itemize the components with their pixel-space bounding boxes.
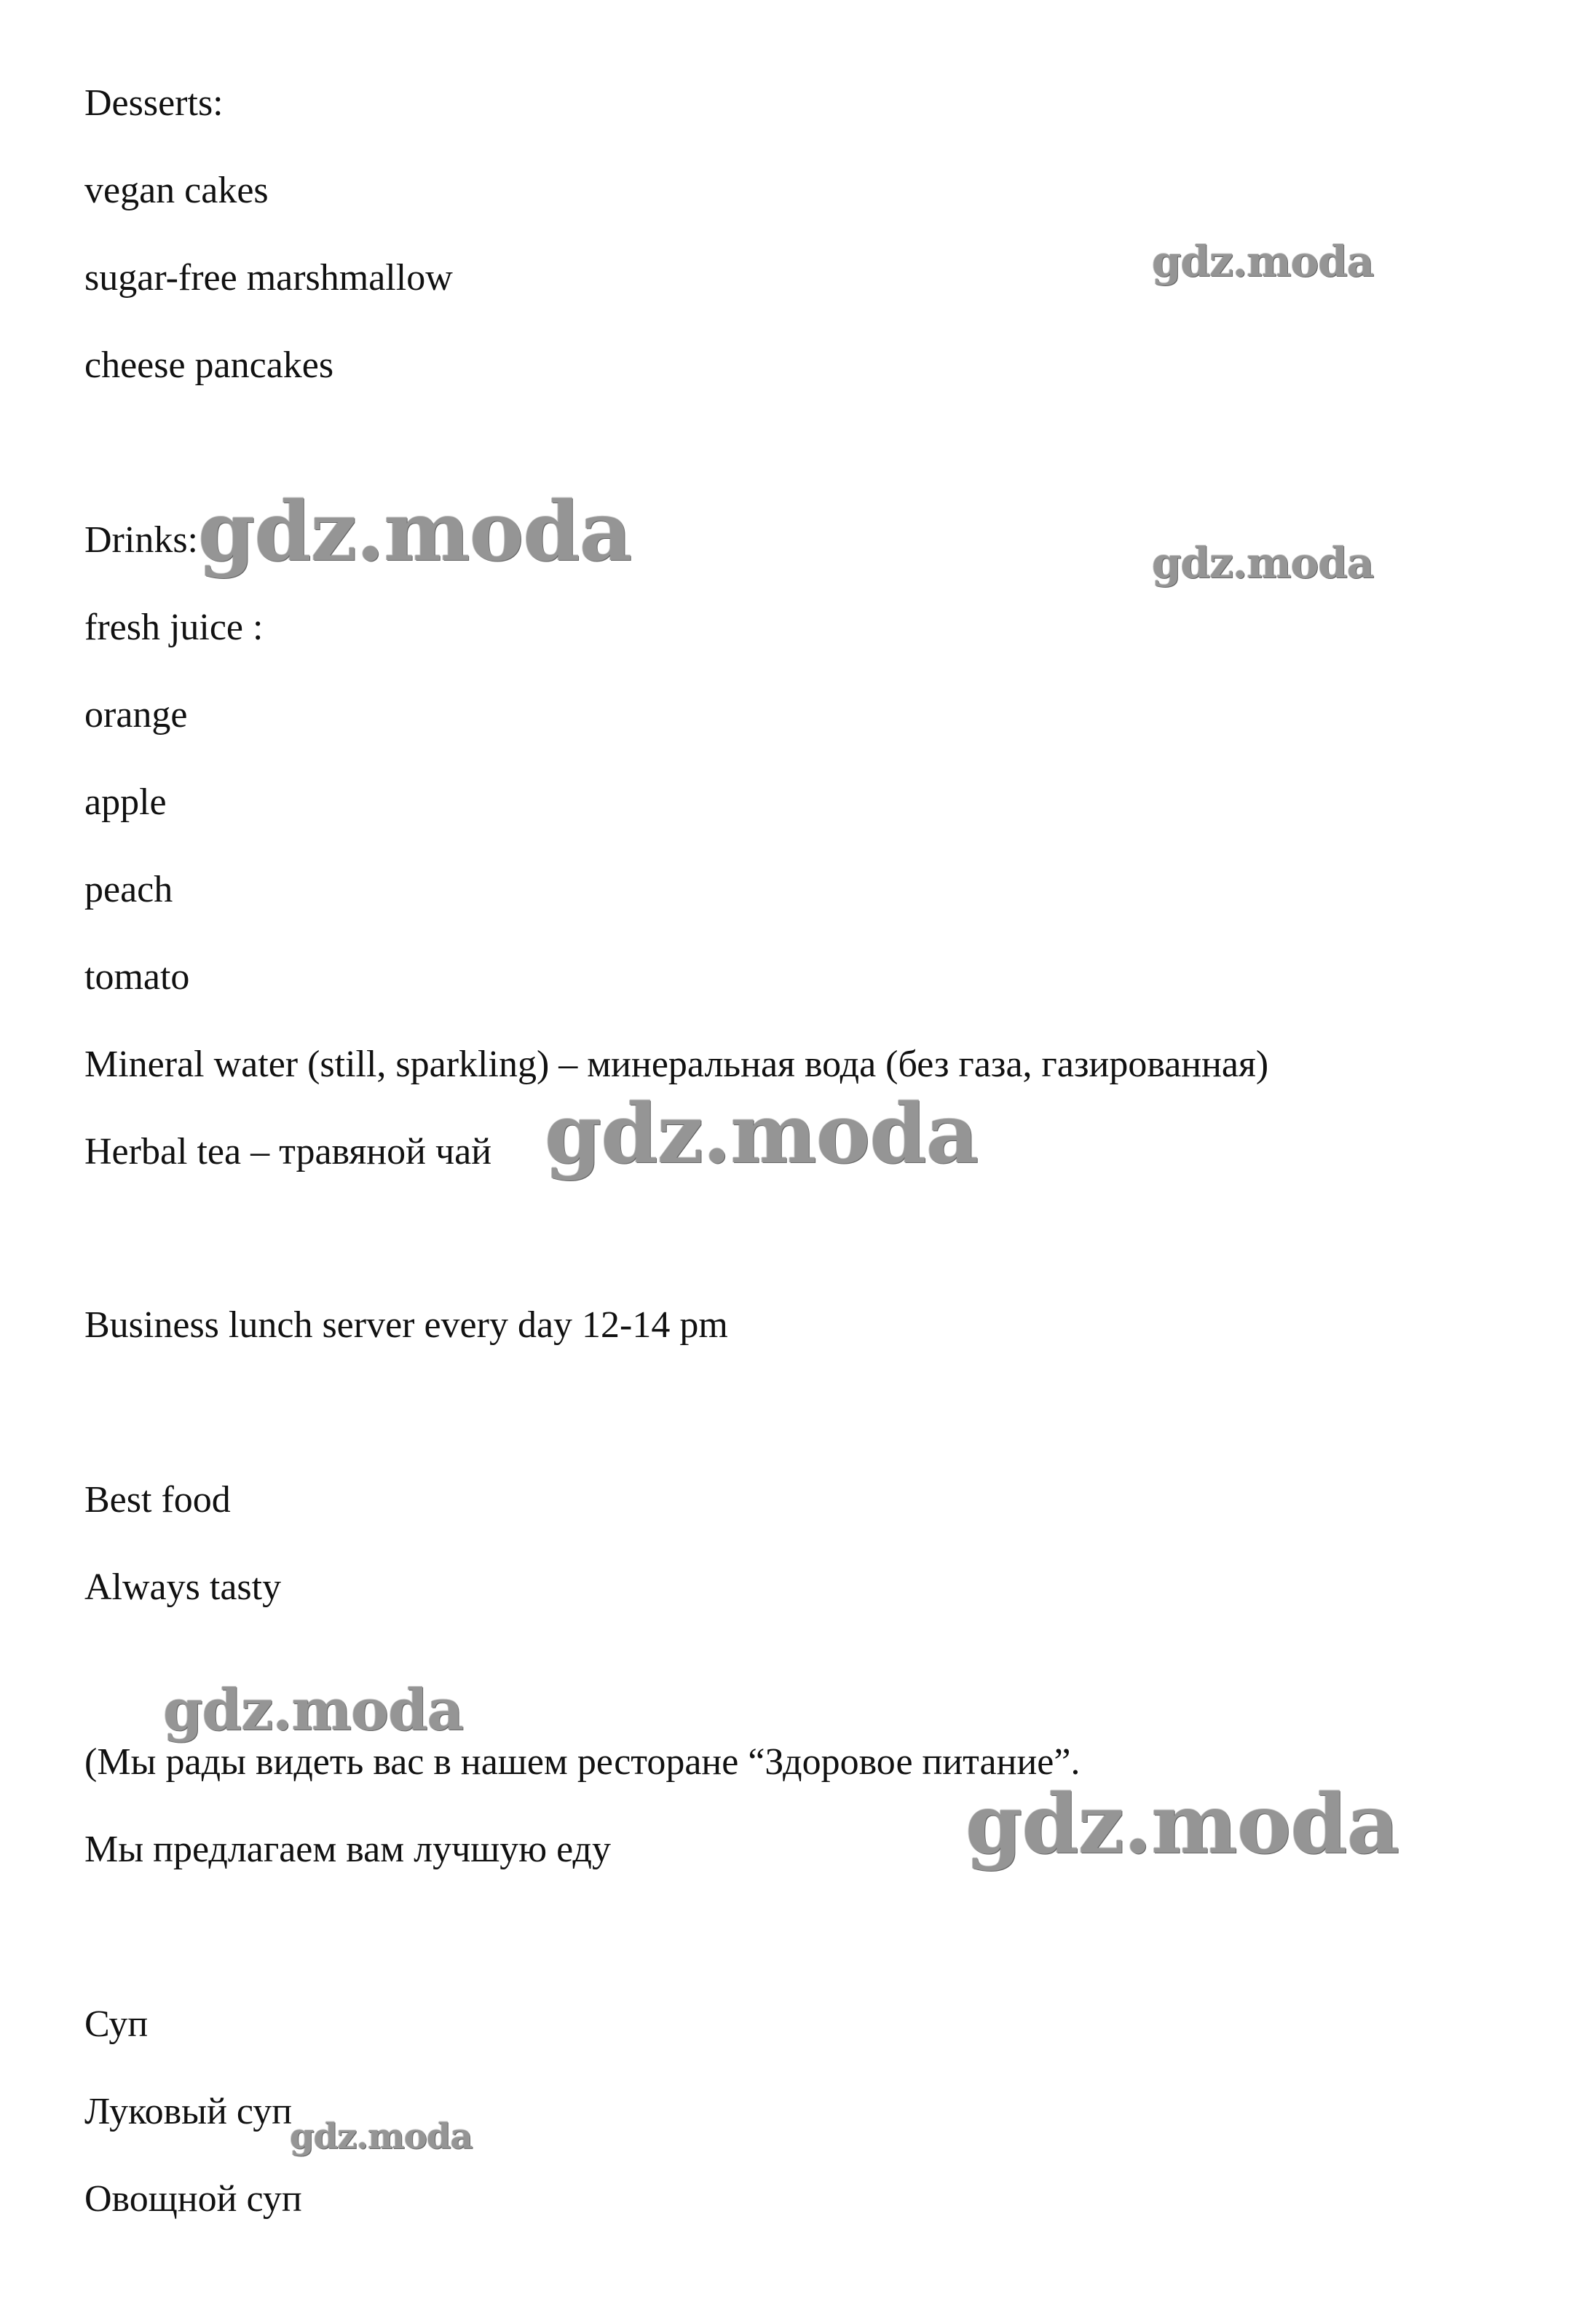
- russian-welcome-line: (Мы рады видеть вас в нашем ресторане “Здоровое питание”.: [84, 1741, 1081, 1783]
- watermark: gdz.moda: [290, 2116, 473, 2157]
- watermark: gdz.moda: [198, 484, 632, 580]
- drinks-heading: Drinks:: [84, 519, 198, 561]
- fresh-juice-heading: fresh juice :: [84, 607, 264, 648]
- watermark: gdz.moda: [163, 1677, 464, 1743]
- juice-item-tomato: tomato: [84, 956, 190, 998]
- watermark: gdz.moda: [965, 1777, 1399, 1872]
- dessert-item-vegan-cakes: vegan cakes: [84, 170, 269, 211]
- watermark: gdz.moda: [1152, 237, 1374, 286]
- drink-item-herbal-tea: Herbal tea – травяной чай: [84, 1131, 492, 1172]
- watermark: gdz.moda: [1152, 538, 1374, 588]
- russian-soup-heading: Суп: [84, 2003, 149, 2045]
- slogan-always-tasty: Always tasty: [84, 1566, 282, 1608]
- russian-soup-onion: Луковый суп: [84, 2091, 293, 2132]
- juice-item-peach: peach: [84, 869, 173, 910]
- russian-soup-vegetable: Овощной суп: [84, 2178, 302, 2220]
- dessert-item-marshmallow: sugar-free marshmallow: [84, 257, 453, 299]
- dessert-item-cheese-pancakes: cheese pancakes: [84, 344, 334, 386]
- juice-item-orange: orange: [84, 694, 188, 736]
- desserts-heading: Desserts:: [84, 82, 224, 124]
- slogan-best-food: Best food: [84, 1479, 231, 1521]
- business-lunch-note: Business lunch server every day 12-14 pm: [84, 1304, 728, 1346]
- watermark: gdz.moda: [545, 1087, 979, 1182]
- russian-offer-line: Мы предлагаем вам лучшую еду: [84, 1829, 611, 1870]
- drink-item-mineral-water: Mineral water (still, sparkling) – минеральная вода (без газа, газированная): [84, 1044, 1269, 1085]
- juice-item-apple: apple: [84, 781, 167, 823]
